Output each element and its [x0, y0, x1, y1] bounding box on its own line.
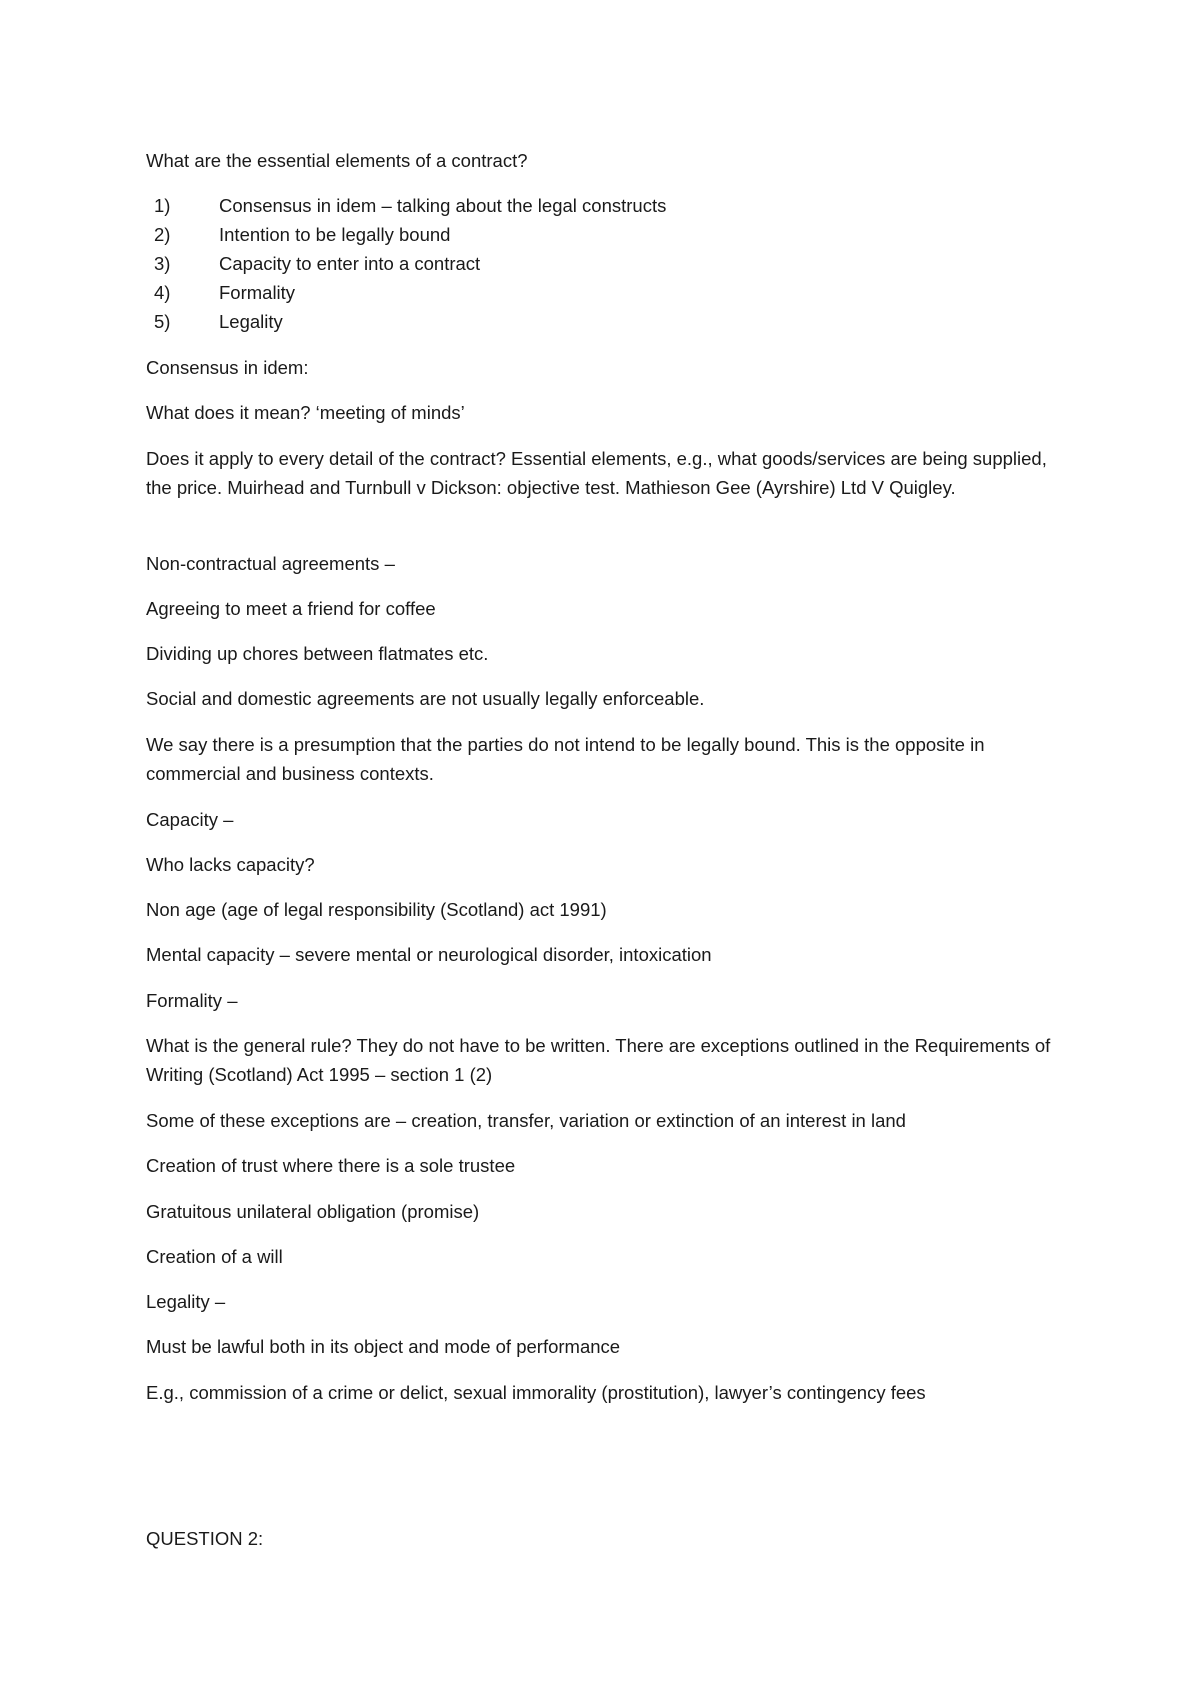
paragraph: What does it mean? ‘meeting of minds’: [146, 402, 465, 423]
list-item: [146, 278, 295, 307]
list-item: [146, 249, 480, 278]
heading-consensus: Consensus in idem:: [146, 357, 309, 378]
paragraph: Gratuitous unilateral obligation (promise): [146, 1201, 480, 1222]
paragraph: We say there is a presumption that the parties do not intend to be legally bound. This is the opposite in commercial and business contexts.: [146, 734, 985, 784]
paragraph: Creation of a will: [146, 1246, 283, 1267]
list-number: 4): [154, 282, 171, 303]
paragraph: Dividing up chores between flatmates etc.: [146, 643, 489, 664]
heading-non-contractual: Non-contractual agreements –: [146, 553, 395, 574]
list-number: 5): [154, 311, 171, 332]
paragraph: Non age (age of legal responsibility (Scotland) act 1991): [146, 899, 607, 920]
paragraph: Social and domestic agreements are not usually legally enforceable.: [146, 688, 705, 709]
list-item: [146, 191, 666, 220]
paragraph: Mental capacity – severe mental or neurological disorder, intoxication: [146, 944, 712, 965]
paragraph: Must be lawful both in its object and mode of performance: [146, 1336, 621, 1357]
list-item: [146, 220, 450, 249]
intro-question: What are the essential elements of a contract?: [146, 150, 528, 171]
list-text: Legality: [219, 311, 283, 332]
list-text: Capacity to enter into a contract: [219, 253, 481, 274]
paragraph: Agreeing to meet a friend for coffee: [146, 598, 436, 619]
list-text: Formality: [219, 282, 296, 303]
heading-capacity: Capacity –: [146, 809, 234, 830]
paragraph: Creation of trust where there is a sole trustee: [146, 1155, 516, 1176]
paragraph: What is the general rule? They do not have to be written. There are exceptions outlined in the Requirements of Writing (Scotland) Act 1995 – section 1 (2): [146, 1035, 1051, 1085]
paragraph: E.g., commission of a crime or delict, sexual immorality (prostitution), lawyer’s contingency fees: [146, 1382, 926, 1403]
list-number: 1): [154, 195, 171, 216]
list-number: 2): [154, 224, 171, 245]
list-text: Intention to be legally bound: [219, 224, 451, 245]
list-item: [146, 307, 283, 336]
list-text: Consensus in idem – talking about the legal constructs: [219, 195, 667, 216]
paragraph: Who lacks capacity?: [146, 854, 315, 875]
heading-formality: Formality –: [146, 990, 238, 1011]
heading-legality: Legality –: [146, 1291, 226, 1312]
paragraph: Some of these exceptions are – creation, transfer, variation or extinction of an interest in land: [146, 1110, 906, 1131]
list-number: 3): [154, 253, 171, 274]
paragraph: Does it apply to every detail of the contract? Essential elements, e.g., what goods/services are being supplied, the price. Muirhead and Turnbull v Dickson: objective test. Mathieson Gee (Ayrshire) Ltd V Quigley.: [146, 448, 1047, 498]
question-2-heading: QUESTION 2:: [146, 1528, 264, 1549]
